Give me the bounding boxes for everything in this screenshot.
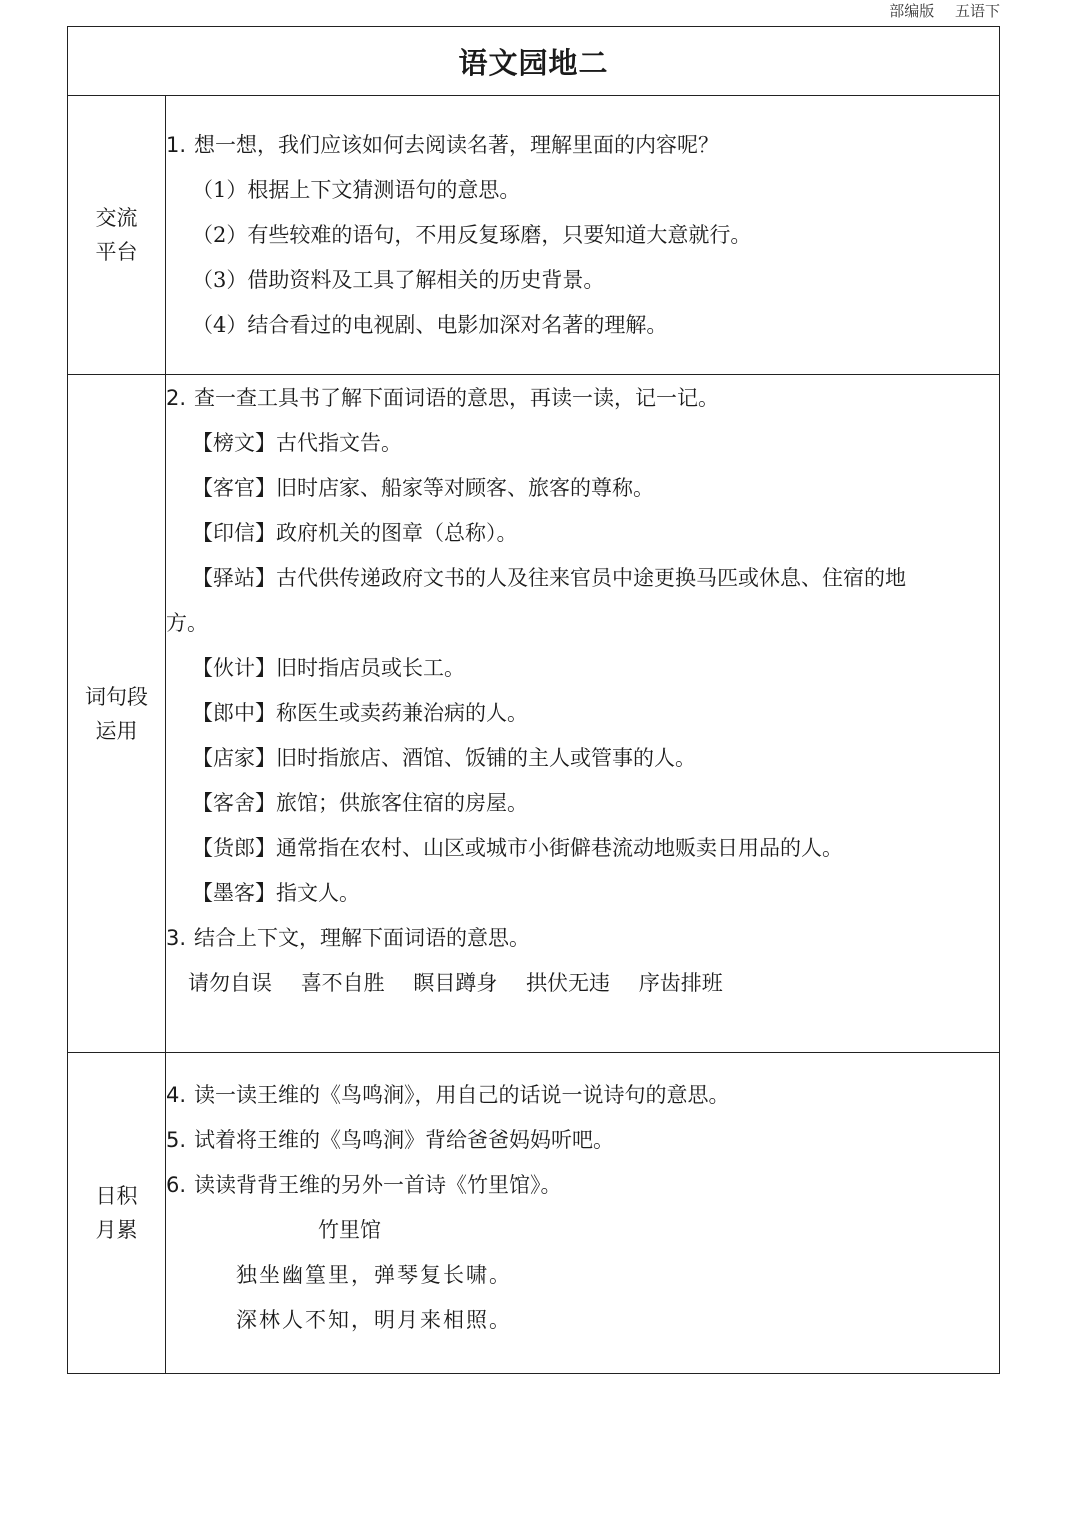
word-entry-continued: 方。 <box>166 611 208 635</box>
word-entry: 【驿站】古代供传递政府文书的人及往来官员中途更换马匹或休息、住宿的地 <box>192 566 906 590</box>
section-exchange <box>68 96 1000 375</box>
list-item: （3）借助资料及工具了解相关的历史背景。 <box>192 267 605 292</box>
word-entry: 【货郎】通常指在农村、山区或城市小街僻巷流动地贩卖日用品的人。 <box>192 836 843 860</box>
word-entry: 【印信】政府机关的图章（总称）。 <box>192 521 518 545</box>
content-exchange <box>166 96 1000 375</box>
header-note <box>889 0 1000 21</box>
edition-label: 部编版 <box>889 2 935 20</box>
word-entry: 【郎中】称医生或卖药兼治病的人。 <box>192 701 528 725</box>
question-3: 3. 结合上下文，理解下面词语的意思。 <box>166 926 531 950</box>
idiom: 拱伏无违 <box>526 971 611 995</box>
word-entry: 【榜文】古代指文告。 <box>192 431 402 455</box>
list-item: （4）结合看过的电视剧、电影加深对名著的理解。 <box>192 312 668 337</box>
word-entry: 【店家】旧时指旅店、酒馆、饭铺的主人或管事的人。 <box>192 746 696 770</box>
grade-label: 五语下 <box>954 2 1000 20</box>
title-cell <box>68 27 1000 96</box>
poem-title: 竹里馆 <box>318 1218 381 1242</box>
word-entry: 【客舍】旅馆；供旅客住宿的房屋。 <box>192 791 528 815</box>
word-entry: 【墨客】指文人。 <box>192 881 360 905</box>
content-daily <box>166 1053 1000 1374</box>
section-words <box>68 375 1000 1053</box>
question-1: 1. 想一想，我们应该如何去阅读名著，理解里面的内容呢？ <box>166 132 720 157</box>
side-label-words: 词句段 运用 <box>68 375 166 1053</box>
idiom: 喜不自胜 <box>300 971 385 995</box>
idiom: 瞑目蹲身 <box>413 971 498 995</box>
idiom-list <box>166 961 999 1006</box>
question-6: 6. 读读背背王维的另外一首诗《竹里馆》。 <box>166 1173 562 1197</box>
question-4: 4. 读一读王维的《鸟鸣涧》，用自己的话说一说诗句的意思。 <box>166 1083 730 1107</box>
idiom: 序齿排班 <box>638 971 723 995</box>
content-words <box>166 375 1000 1053</box>
side-label-daily: 日积 月累 <box>68 1053 166 1374</box>
question-2: 2. 查一查工具书了解下面词语的意思，再读一读，记一记。 <box>166 386 720 410</box>
poem-line: 深林人不知，明月来相照。 <box>236 1308 512 1332</box>
idiom: 请勿自误 <box>188 971 272 995</box>
section-daily <box>68 1053 1000 1374</box>
page-title: 语文园地二 <box>458 45 609 80</box>
side-label-exchange: 交流 平台 <box>68 96 166 375</box>
question-5: 5. 试着将王维的《鸟鸣涧》背给爸爸妈妈听吧。 <box>166 1128 615 1152</box>
list-item: （2）有些较难的语句，不用反复琢磨，只要知道大意就行。 <box>192 222 752 247</box>
word-entry: 【客官】旧时店家、船家等对顾客、旅客的尊称。 <box>192 476 654 500</box>
word-entry: 【伙计】旧时指店员或长工。 <box>192 656 465 680</box>
poem-line: 独坐幽篁里，弹琴复长啸。 <box>236 1263 512 1287</box>
worksheet-table <box>67 26 1000 1374</box>
list-item: （1）根据上下文猜测语句的意思。 <box>192 177 521 202</box>
